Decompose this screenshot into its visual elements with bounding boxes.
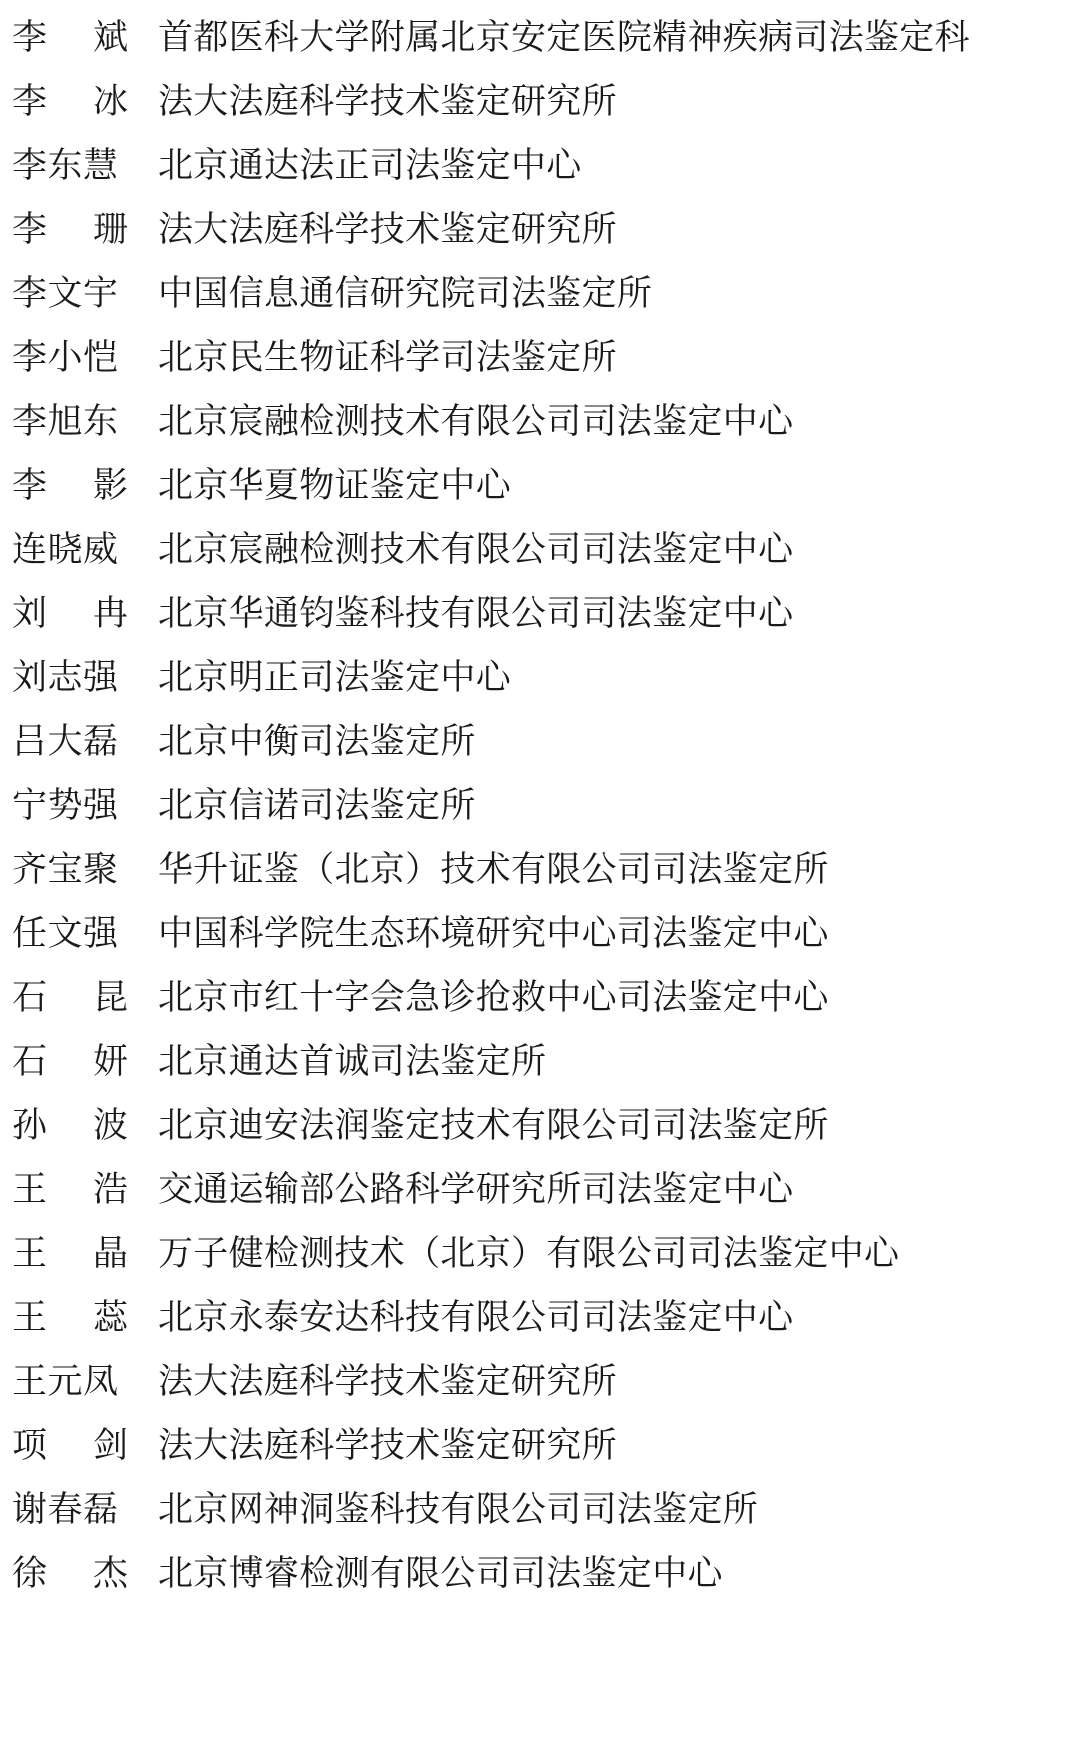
- entry-name-char: 杰: [92, 1554, 128, 1594]
- entry-organization: 北京宸融检测技术有限公司司法鉴定中心: [158, 402, 794, 442]
- roster-entry: [8, 134, 1072, 198]
- entry-organization: 法大法庭科学技术鉴定研究所: [158, 210, 617, 250]
- entry-name: [8, 6, 158, 70]
- entry-name-char: 李: [12, 82, 48, 122]
- entry-name-char: 昆: [92, 978, 128, 1018]
- entry-name: 刘志强: [12, 658, 119, 698]
- roster-entry: [8, 710, 1072, 774]
- entry-organization: 北京市红十字会急诊抢救中心司法鉴定中心: [158, 978, 829, 1018]
- entry-name-char: 徐: [12, 1554, 48, 1594]
- entry-name: [8, 582, 158, 646]
- entry-organization: 北京明正司法鉴定中心: [158, 658, 512, 698]
- entry-organization: 万子健检测技术（北京）有限公司司法鉴定中心: [158, 1234, 900, 1274]
- roster-entry: [8, 1222, 1072, 1286]
- entry-name-char: 冰: [92, 82, 128, 122]
- entry-name-char: 石: [12, 978, 48, 1018]
- entry-name: [8, 1030, 158, 1094]
- entry-name-char: 李: [12, 210, 48, 250]
- entry-name: [8, 1286, 158, 1350]
- entry-name: 吕大磊: [12, 722, 119, 762]
- roster-entry: [8, 646, 1072, 710]
- entry-name-char: 晶: [92, 1234, 128, 1274]
- entry-name-char: 王: [12, 1298, 48, 1338]
- roster-entry: [8, 262, 1072, 326]
- roster-entry: [8, 1350, 1072, 1414]
- entry-name: 李旭东: [12, 402, 119, 442]
- entry-organization: 北京永泰安达科技有限公司司法鉴定中心: [158, 1298, 794, 1338]
- entry-organization: 法大法庭科学技术鉴定研究所: [158, 1426, 617, 1466]
- entry-name-char: 项: [12, 1426, 48, 1466]
- roster-entry: [8, 966, 1072, 1030]
- entry-organization: 中国科学院生态环境研究中心司法鉴定中心: [158, 914, 829, 954]
- entry-name-char: 王: [12, 1234, 48, 1274]
- entry-name: 谢春磊: [12, 1490, 119, 1530]
- roster-entry: [8, 1094, 1072, 1158]
- entry-name-char: 妍: [92, 1042, 128, 1082]
- entry-name-char: 王: [12, 1170, 48, 1210]
- entry-name: 王元凤: [12, 1362, 119, 1402]
- roster-entry: [8, 1158, 1072, 1222]
- entry-name: 李文宇: [12, 274, 119, 314]
- roster-entry: [8, 70, 1072, 134]
- entry-organization: 北京中衡司法鉴定所: [158, 722, 476, 762]
- roster-entry: [8, 902, 1072, 966]
- roster-entry: [8, 774, 1072, 838]
- entry-organization: 北京宸融检测技术有限公司司法鉴定中心: [158, 530, 794, 570]
- entry-name: 连晓威: [12, 530, 119, 570]
- entry-name-char: 波: [92, 1106, 128, 1146]
- roster-entry: [8, 1542, 1072, 1606]
- entry-name-char: 蕊: [92, 1298, 128, 1338]
- entry-organization: 北京博睿检测有限公司司法鉴定中心: [158, 1554, 723, 1594]
- entry-name: [8, 1158, 158, 1222]
- entry-name: [8, 198, 158, 262]
- entry-name-char: 李: [12, 18, 48, 58]
- entry-name-char: 影: [92, 466, 128, 506]
- entry-organization: 华升证鉴（北京）技术有限公司司法鉴定所: [158, 850, 829, 890]
- roster-entry: [8, 1030, 1072, 1094]
- entry-name: [8, 1542, 158, 1606]
- entry-organization: 中国信息通信研究院司法鉴定所: [158, 274, 653, 314]
- entry-name: [8, 966, 158, 1030]
- entry-name-char: 珊: [92, 210, 128, 250]
- entry-name-char: 孙: [12, 1106, 48, 1146]
- entry-name: [8, 454, 158, 518]
- entry-organization: 北京华通钧鉴科技有限公司司法鉴定中心: [158, 594, 794, 634]
- roster-entry: [8, 454, 1072, 518]
- entry-name-char: 石: [12, 1042, 48, 1082]
- entry-organization: 北京信诺司法鉴定所: [158, 786, 476, 826]
- entry-organization: 法大法庭科学技术鉴定研究所: [158, 1362, 617, 1402]
- entry-organization: 北京民生物证科学司法鉴定所: [158, 338, 617, 378]
- roster-entry: [8, 518, 1072, 582]
- roster-entry: [8, 582, 1072, 646]
- entry-name: 宁势强: [12, 786, 119, 826]
- entry-name: [8, 1222, 158, 1286]
- entry-name: [8, 70, 158, 134]
- entry-name-char: 剑: [92, 1426, 128, 1466]
- entry-name: [8, 1094, 158, 1158]
- entry-organization: 北京网神洞鉴科技有限公司司法鉴定所: [158, 1490, 759, 1530]
- roster-entry: [8, 6, 1072, 70]
- entry-organization: 北京迪安法润鉴定技术有限公司司法鉴定所: [158, 1106, 829, 1146]
- entry-name-char: 斌: [92, 18, 128, 58]
- entry-organization: 北京通达法正司法鉴定中心: [158, 146, 582, 186]
- entry-name: 任文强: [12, 914, 119, 954]
- roster-entry: [8, 838, 1072, 902]
- roster-entry: [8, 1478, 1072, 1542]
- entry-name-char: 刘: [12, 594, 48, 634]
- entry-organization: 北京通达首诚司法鉴定所: [158, 1042, 547, 1082]
- roster-list: [8, 6, 1072, 1606]
- roster-entry: [8, 1286, 1072, 1350]
- entry-name: 齐宝聚: [12, 850, 119, 890]
- entry-organization: 北京华夏物证鉴定中心: [158, 466, 512, 506]
- roster-entry: [8, 198, 1072, 262]
- entry-name-char: 冉: [92, 594, 128, 634]
- roster-entry: [8, 1414, 1072, 1478]
- entry-name-char: 李: [12, 466, 48, 506]
- entry-name: [8, 1414, 158, 1478]
- entry-organization: 首都医科大学附属北京安定医院精神疾病司法鉴定科: [158, 18, 970, 58]
- entry-organization: 法大法庭科学技术鉴定研究所: [158, 82, 617, 122]
- roster-entry: [8, 390, 1072, 454]
- entry-name: 李东慧: [12, 146, 119, 186]
- entry-name: 李小恺: [12, 338, 119, 378]
- entry-organization: 交通运输部公路科学研究所司法鉴定中心: [158, 1170, 794, 1210]
- entry-name-char: 浩: [92, 1170, 128, 1210]
- roster-entry: [8, 326, 1072, 390]
